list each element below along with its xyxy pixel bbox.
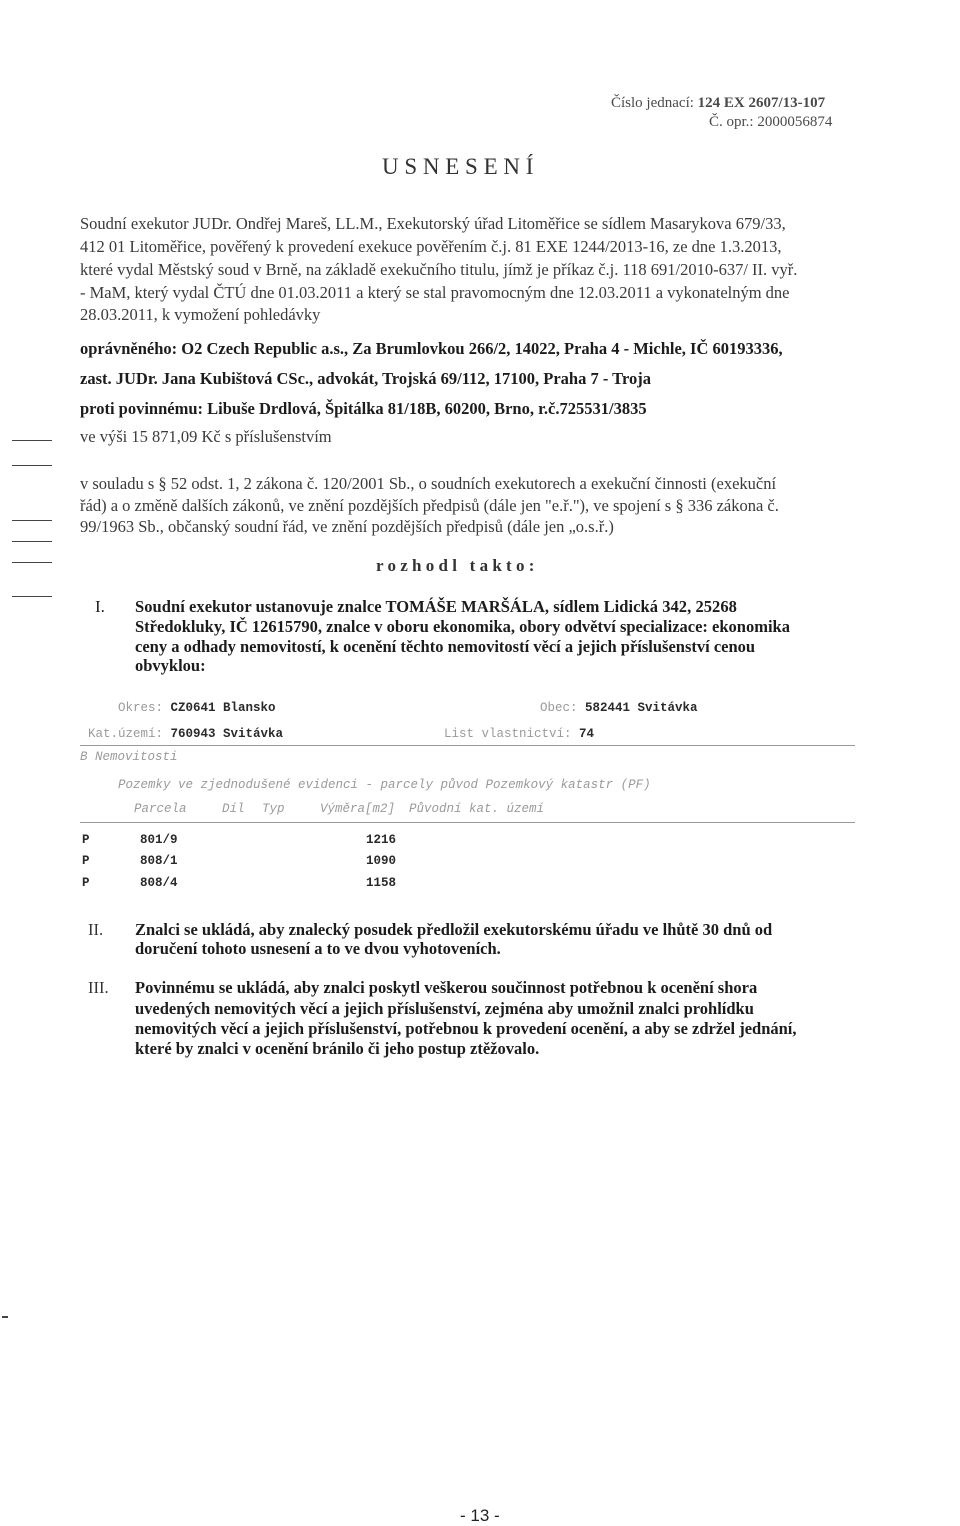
okres-value: CZ0641 Blansko — [170, 701, 276, 715]
registry-list — [444, 727, 594, 741]
list-label: List vlastnictví: — [444, 727, 572, 741]
intro-line-3: které vydal Městský soud v Brně, na základě exekučního titulu, jímž je příkaz č.j. 118 691/2010-637/ II. vyř. — [80, 260, 798, 279]
column-vymera: Výměra[m2] — [320, 802, 396, 816]
column-typ: Typ — [262, 802, 285, 816]
legal-basis-line-3: 99/1963 Sb., občanský soudní řád, ve znění pozdějších předpisů (dále jen „o.s.ř.) — [80, 517, 614, 536]
section-1-line-1: Soudní exekutor ustanovuje znalce TOMÁŠE MARŠÁLA, sídlem Lidická 342, 25268 — [135, 597, 737, 616]
margin-mark — [12, 520, 52, 521]
section-3-line-2: uvedených nemovitých věcí a jejich příslušenství, zejména aby umožnil znalci prohlídku — [135, 999, 754, 1018]
section-1-line-4: obvyklou: — [135, 656, 206, 675]
reference-value: 124 EX 2607/13-107 — [697, 95, 826, 111]
correction-label: Č. opr.: — [709, 114, 754, 130]
column-dil: Díl — [222, 802, 245, 816]
row-parcela: 801/9 — [140, 833, 178, 847]
margin-mark — [12, 440, 52, 441]
legal-basis-line-2: řád) a o změně dalších zákonů, ve znění pozdějších předpisů (dále jen "e.ř."), ve spojení s § 336 zákona č. — [80, 496, 779, 515]
intro-line-2: 412 01 Litoměřice, pověřený k provedení exekuce pověřením č.j. 81 EXE 1244/2013-16, ze dne 1.3.2013, — [80, 237, 782, 256]
intro-line-1: Soudní exekutor JUDr. Ondřej Mareš, LL.M., Exekutorský úřad Litoměřice se sídlem Masarykova 679/33, — [80, 214, 786, 233]
margin-mark — [12, 541, 52, 542]
list-value: 74 — [579, 727, 595, 741]
entitled-party-line-2: zast. JUDr. Jana Kubištová CSc., advokát, Trojská 69/112, 17100, Praha 7 - Troja — [80, 369, 651, 388]
legal-basis-line-1: v souladu s § 52 odst. 1, 2 zákona č. 120/2001 Sb., o soudních exekutorech a exekuční činnosti (exekuční — [80, 474, 777, 493]
row-vymera: 1216 — [366, 833, 397, 847]
section-1-line-3: ceny a odhady nemovitostí, k ocenění těchto nemovitostí věcí a jejich příslušenství cenou — [135, 637, 756, 656]
column-parcela: Parcela — [134, 802, 187, 816]
section-1-number: I. — [95, 597, 105, 616]
registry-obec — [540, 701, 698, 715]
registry-katuzemi — [88, 727, 283, 741]
section-2-line-1: Znalci se ukládá, aby znalecký posudek předložil exekutorskému úřadu ve lhůtě 30 dnů od — [135, 920, 773, 939]
reference-label: Číslo jednací: — [611, 95, 694, 111]
row-vymera: 1090 — [366, 854, 397, 868]
section-3-line-1: Povinnému se ukládá, aby znalci poskytl veškerou součinnost potřebnou k ocenění shora — [135, 978, 758, 997]
column-puvodni: Původní kat. území — [409, 802, 545, 816]
table-row — [82, 854, 90, 868]
correction-number — [709, 114, 832, 131]
section-2-number: II. — [88, 920, 104, 939]
row-vymera: 1158 — [366, 876, 397, 890]
row-flag: P — [82, 833, 90, 847]
section-3-number: III. — [88, 978, 109, 997]
katuzemi-label: Kat.území: — [88, 727, 164, 741]
table-row — [82, 876, 90, 890]
registry-section-label: B Nemovitosti — [80, 750, 178, 764]
reference-number — [611, 95, 825, 112]
row-parcela: 808/1 — [140, 854, 178, 868]
katuzemi-value: 760943 Svitávka — [170, 727, 284, 741]
intro-line-5: 28.03.2011, k vymožení pohledávky — [80, 305, 321, 324]
decision-heading: r o z h o d l t a k t o : — [376, 556, 535, 575]
table-header-separator — [80, 822, 855, 823]
correction-value: 2000056874 — [757, 114, 833, 130]
section-3-line-4: které by znalci v ocenění bránilo či jeho postup ztěžovalo. — [135, 1039, 540, 1058]
section-1-line-2: Středokluky, IČ 12615790, znalce v oboru ekonomika, obory odvětví specializace: ekonomika — [135, 617, 790, 636]
page-number: - 13 - — [460, 1506, 500, 1525]
obec-label: Obec: — [540, 701, 578, 715]
registry-subsection: Pozemky ve zjednodušené evidenci - parcely původ Pozemkový katastr (PF) — [118, 778, 651, 792]
registry-separator — [80, 745, 855, 746]
row-parcela: 808/4 — [140, 876, 178, 890]
okres-label: Okres: — [118, 701, 164, 715]
margin-mark — [12, 465, 52, 466]
obliged-party: proti povinnému: Libuše Drdlová, Špitálka 81/18B, 60200, Brno, r.č.725531/3835 — [80, 399, 647, 418]
registry-okres — [118, 701, 276, 715]
document-title: U S N E S E N Í — [382, 154, 534, 179]
margin-mark — [12, 596, 52, 597]
table-row — [82, 833, 90, 847]
row-flag: P — [82, 876, 90, 890]
margin-mark — [2, 1316, 8, 1318]
section-2-line-2: doručení tohoto usnesení a to ve dvou vyhotoveních. — [135, 939, 501, 958]
obec-value: 582441 Svitávka — [585, 701, 698, 715]
section-3-line-3: nemovitých věcí a jejich příslušenství, potřebnou k provedení ocenění, a aby se zdržel jednání, — [135, 1019, 797, 1038]
intro-line-4: - MaM, který vydal ČTÚ dne 01.03.2011 a který se stal pravomocným dne 12.03.2011 a vykonatelným dne — [80, 283, 790, 302]
margin-mark — [12, 562, 52, 563]
entitled-party-line-1: oprávněného: O2 Czech Republic a.s., Za Brumlovkou 266/2, 14022, Praha 4 - Michle, IČ 60193336, — [80, 339, 783, 358]
claim-amount: ve výši 15 871,09 Kč s příslušenstvím — [80, 427, 332, 446]
row-flag: P — [82, 854, 90, 868]
